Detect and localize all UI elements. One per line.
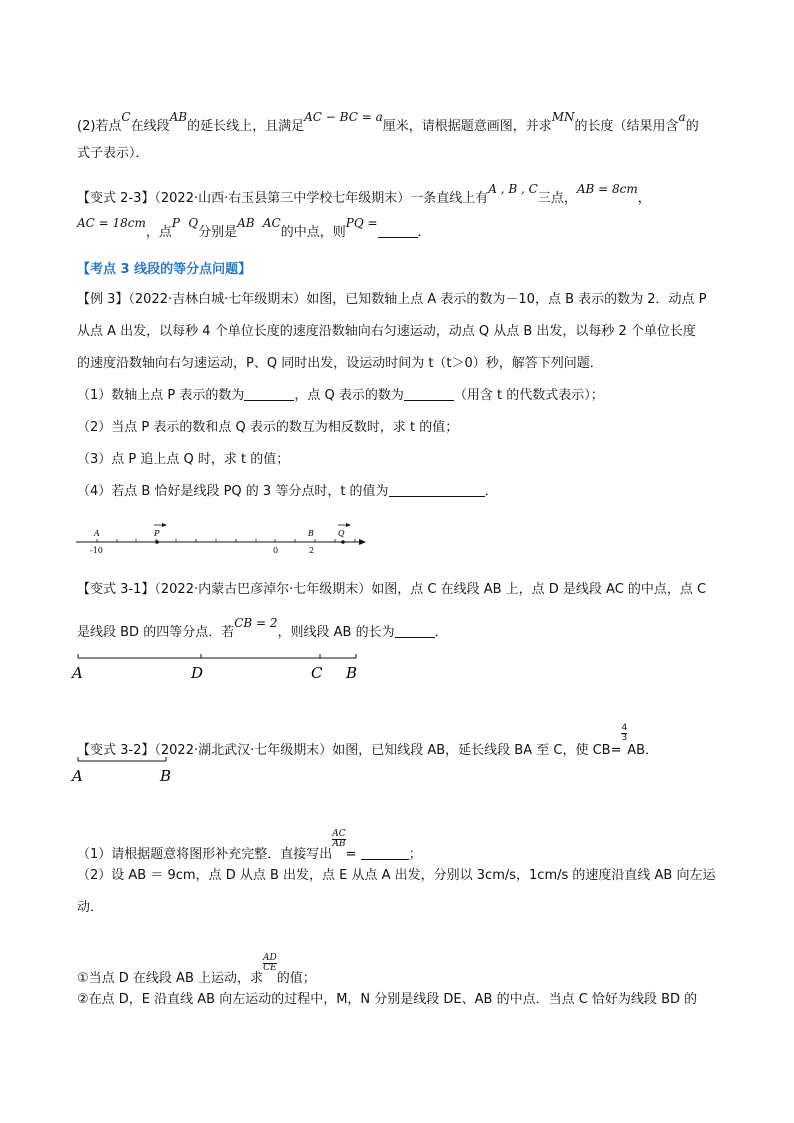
tick-label-0: 0 [273, 546, 279, 555]
fraction-numerator: AD [263, 953, 277, 963]
math-AB: AB [237, 216, 255, 230]
problem-label: 【变式 3-2】 [77, 743, 155, 758]
v31-text: ． [434, 625, 448, 640]
v32-text: 的值； [276, 971, 316, 986]
fraction-AC-AB [332, 830, 345, 849]
segment-figure-ADCB [70, 650, 370, 685]
P-arrow-head [162, 523, 167, 527]
math-Q: Q [188, 216, 199, 230]
ex3-text: ，点 Q 表示的数为 [294, 388, 404, 403]
label-Q: Q [338, 529, 345, 538]
v32-sub2: ②在点 D，E 沿直线 AB 向左运动的过程中，M，N 分别是线段 DE、AB 的中点．当点 C 恰好为线段 BD 的 [77, 992, 698, 1007]
label-B: B [346, 664, 358, 682]
v23-text: ，点 [145, 225, 172, 240]
answer-blank [378, 223, 418, 238]
q2-text: (2)若点 [77, 119, 122, 134]
tick-label-minus10: -10 [90, 546, 103, 555]
v32-text: ①当点 D 在线段 AB 上运动，求 [77, 971, 264, 986]
v32-text: （2022·湖北武汉·七年级期末）如图，已知线段 AB，延长线段 BA 至 C，使 CB= [154, 743, 622, 758]
label-A: A [72, 664, 83, 682]
problem-source: （2022·山西·右玉县第三中学校七年级期末） [154, 191, 411, 206]
v31-line2 [77, 616, 448, 643]
tick-label-2: 2 [309, 546, 315, 555]
v32-text: （1）请根据题意将图形补充完整．直接写出 [77, 847, 333, 862]
v23-text: 一条直线上有 [410, 191, 489, 206]
v23-text: 的中点，则 [280, 225, 346, 240]
v31-text: 是线段 BD 的四等分点．若 [77, 625, 235, 640]
v23-text: 三点， [537, 191, 577, 206]
v23-line2 [77, 216, 431, 243]
label-B: B [308, 529, 314, 538]
answer-blank [404, 386, 454, 401]
ex3-q4 [77, 482, 498, 502]
fraction-numerator: AC [332, 829, 346, 839]
v32-text: ； [408, 847, 422, 862]
math-equation: PQ = [345, 216, 378, 230]
ex3-q2: （2）当点 P 表示的数和点 Q 表示的数互为相反数时，求 t 的值； [77, 420, 459, 435]
ex3-line3: 的速度沿数轴向右匀速运动，P、Q 同时出发，设运动时间为 t（t＞0）秒，解答下列问题． [77, 356, 603, 371]
problem-label: 【变式 3-1】 [77, 582, 155, 597]
q2-line1 [77, 110, 699, 137]
math-AB: AB [169, 110, 188, 124]
section-heading: 【考点 3 线段的等分点问题】 [77, 262, 252, 277]
ex3-text: （4）若点 B 恰好是线段 PQ 的 3 等分点时，t 的值为 [77, 484, 389, 499]
math-equation: CB = 2 [234, 616, 278, 630]
q2-text: 的 [685, 119, 699, 134]
axis-arrow [359, 539, 366, 545]
fraction-denominator: CE [263, 963, 277, 973]
v23-text: 分别是 [198, 225, 238, 240]
label-C: C [311, 664, 323, 682]
v32-q2-line2: 动． [77, 900, 104, 915]
fraction-denominator: AB [332, 839, 346, 849]
math-equation: AB = 8cm [576, 182, 638, 196]
label-A: A [72, 767, 83, 785]
v32-q1 [77, 830, 422, 865]
answer-blank [244, 386, 294, 401]
ex3-text: （1）数轴上点 P 表示的数为 [77, 388, 245, 403]
math-MN: MN [551, 110, 575, 124]
math-a: a [678, 110, 686, 124]
q2-text: 的延长线上，且满足 [187, 119, 305, 134]
fraction-4-3 [621, 724, 627, 743]
label-P: P [154, 529, 160, 538]
v23-text: ， [637, 191, 651, 206]
ex3-text: ． [484, 484, 498, 499]
math-C: C [121, 110, 131, 124]
fraction-numerator: 4 [621, 723, 628, 733]
number-line-figure [70, 520, 380, 560]
ex3-line2: 从点 A 出发，以每秒 4 个单位长度的速度沿数轴向右匀速运动，动点 Q 从点 B 出发，以每秒 2 个单位长度 [77, 324, 696, 339]
math-points: A , B , C [488, 182, 538, 196]
answer-blank [361, 845, 409, 860]
answer-blank [389, 482, 485, 497]
problem-label: 【变式 2-3】 [77, 191, 155, 206]
ex3-text: （用含 t 的代数式表示）； [453, 388, 604, 403]
q2-line2: 式子表示）． [77, 146, 149, 161]
ex3-line1 [77, 290, 707, 310]
Q-arrow-head [346, 523, 351, 527]
label-A: A [94, 529, 100, 538]
v32-text: AB． [627, 743, 659, 758]
v31-text: ，则线段 AB 的长为 [277, 625, 395, 640]
math-equation: AC = 18cm [77, 216, 146, 230]
ex3-q1 [77, 386, 604, 406]
fraction-AD-CE [263, 954, 277, 973]
v23-text: ． [417, 225, 431, 240]
problem-label: 【例 3】 [77, 292, 129, 307]
math-AC: AC [262, 216, 281, 230]
math-P: P [171, 216, 180, 230]
ex3-text: （2022·吉林白城·七年级期末）如图，已知数轴上点 A 表示的数为－10，点 B 表示的数为 2．动点 P [128, 292, 707, 307]
v23-line1 [77, 182, 651, 209]
math-equation: AC − BC = a [304, 110, 383, 124]
label-B: B [160, 767, 172, 785]
q2-text: 在线段 [130, 119, 170, 134]
segment-figure-AB [70, 755, 190, 787]
point-Q-dot [341, 540, 345, 544]
point-P-dot [155, 540, 159, 544]
v32-text: = [345, 847, 357, 862]
v32-sub1 [77, 954, 316, 989]
ex3-q3: （3）点 P 追上点 Q 时，求 t 的值； [77, 452, 290, 467]
v31-text: （2022·内蒙古巴彦淖尔·七年级期末）如图，点 C 在线段 AB 上，点 D 是线段 AC 的中点，点 C [154, 582, 707, 597]
label-D: D [191, 664, 204, 682]
q2-text: 的长度（结果用含 [574, 119, 679, 134]
fraction-denominator: 3 [621, 733, 628, 743]
v31-line1 [77, 580, 706, 600]
q2-text: 厘米，请根据题意画图，并求 [382, 119, 552, 134]
v32-q2-line1: （2）设 AB ＝ 9cm，点 D 从点 B 出发，点 E 从点 A 出发，分别以 3cm/s，1cm/s 的速度沿直线 AB 向左运 [77, 868, 716, 883]
answer-blank [395, 623, 435, 638]
